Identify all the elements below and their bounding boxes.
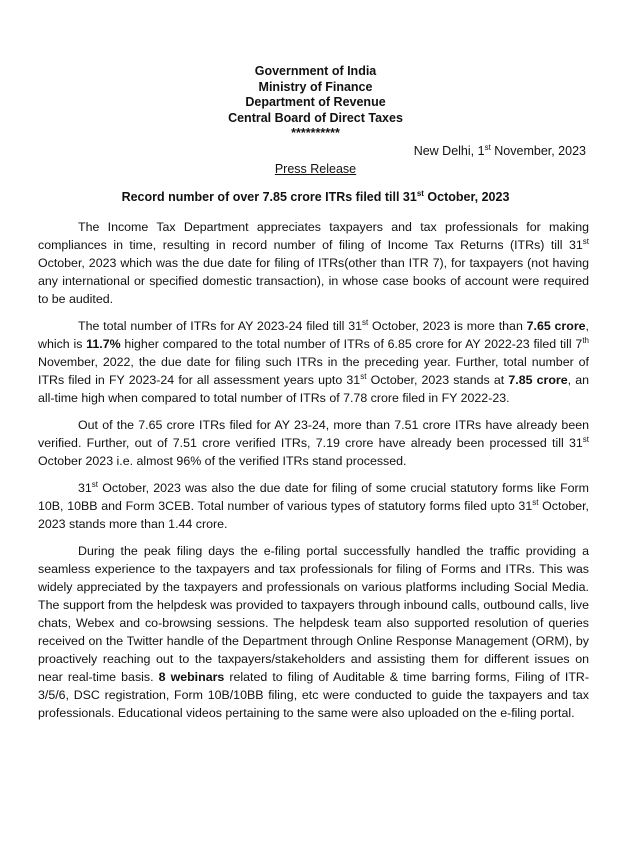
header-board: Central Board of Direct Taxes	[228, 110, 403, 125]
paragraph-5	[38, 542, 589, 722]
p2-text-a: The total number of ITRs for AY 2023-24 filed till 31	[78, 319, 362, 333]
p2-text-c: , which is	[38, 319, 589, 351]
p1-sup: st	[582, 236, 589, 246]
paragraph-3	[38, 416, 589, 470]
p4-sup-1: st	[91, 479, 99, 489]
p2-bold-2: 11.7%	[86, 337, 121, 351]
p4-text-a: 31	[78, 481, 92, 495]
p5-text-a: During the peak filing days the e-filing portal successfully handled the traffic providing a seamless experience to the taxpayers and tax professionals for filing of Forms and ITRs. This was widely appreciated by the taxpayers and professionals on various platforms including Social Media. The support from the helpdesk was provided to taxpayers through inbound calls, outbound calls, live chats, Webex and co-browsing sessions. The helpdesk team also supported resolution of queries received on the Twitter handle of the Department through Online Response Management (ORM), by proactively reaching out to the taxpayers/stakeholders and assisting them for different issues on near real-time basis.	[38, 544, 589, 684]
p1-text-a: The Income Tax Department appreciates taxpayers and tax professionals for making compliances in time, resulting in record number of filing of Income Tax Returns (ITRs) till 31	[38, 220, 589, 252]
p3-text-a: Out of the 7.65 crore ITRs filed for AY 23-24, more than 7.51 crore ITRs have already been verified. Further, out of 7.51 crore verified ITRs, 7.19 crore have already been processed till 31	[38, 418, 589, 450]
header-department: Department of Revenue	[245, 95, 386, 109]
header-separator: **********	[291, 126, 340, 140]
title-part-b: October, 2023	[423, 190, 510, 204]
p5-bold: 8 webinars	[158, 670, 225, 684]
title-sup: st	[416, 188, 424, 198]
p2-bold-1: 7.65 crore	[526, 319, 586, 333]
p3-text-b: October 2023 i.e. almost 96% of the verified ITRs stand processed.	[38, 454, 407, 468]
paragraph-1	[38, 218, 589, 308]
document-body	[38, 218, 589, 731]
p2-sup-3: st	[360, 371, 367, 381]
header-ministry: Ministry of Finance	[258, 79, 373, 94]
p5-text-b: related to filing of Auditable & time barring forms, Filing of ITR-3/5/6, DSC registration, Form 10B/10BB filing, etc were conducted to guide the taxpayers and tax professionals. Educational videos pertaining to the same were also uploaded on the e-filing portal.	[38, 670, 589, 720]
p1-text-b: October, 2023 which was the due date for filing of ITRs(other than ITR 7), for taxpayers (not having any international or specified domestic transaction), in whose case books of account were required to be audited.	[38, 256, 589, 306]
dateline	[414, 144, 586, 158]
p3-sup: st	[582, 434, 589, 444]
p2-text-e: November, 2022, the due date for filing such ITRs in the preceding year. Further, total number of ITRs filed in FY 2023-24 for all assessment years upto 31	[38, 355, 589, 387]
p4-text-b: October, 2023 was also the due date for filing of some crucial statutory forms like Form 10B, 10BB and Form 3CEB. Total number of various types of statutory forms filed upto 31	[38, 481, 589, 513]
p2-sup-2: th	[582, 335, 589, 345]
p2-sup-1: st	[361, 317, 369, 327]
p2-text-g: , an all-time high when compared to total number of ITRs of 7.78 crore filed in FY 2022-23.	[38, 373, 590, 405]
dateline-place: New Delhi, 1	[413, 144, 485, 158]
title-part-a: Record number of over 7.85 crore ITRs filed till 31	[121, 190, 417, 204]
p4-text-c: October, 2023 stands more than 1.44 crore.	[38, 499, 590, 531]
document-title	[0, 190, 631, 204]
header-government: Government of India	[254, 64, 377, 78]
letterhead	[0, 64, 631, 142]
paragraph-2	[38, 317, 589, 407]
paragraph-4	[38, 479, 589, 533]
press-release-label: Press Release	[274, 162, 357, 176]
p2-text-b: October, 2023 is more than	[368, 319, 527, 333]
p2-text-f: October, 2023 stands at	[366, 373, 509, 387]
p2-bold-3: 7.85 crore	[508, 373, 568, 387]
dateline-rest: November, 2023	[490, 144, 586, 158]
dateline-sup: st	[484, 142, 491, 152]
p2-text-d: higher compared to the total number of ITRs of 6.85 crore for AY 2022-23 filed till 7	[120, 337, 583, 351]
p4-sup-2: st	[532, 497, 539, 507]
